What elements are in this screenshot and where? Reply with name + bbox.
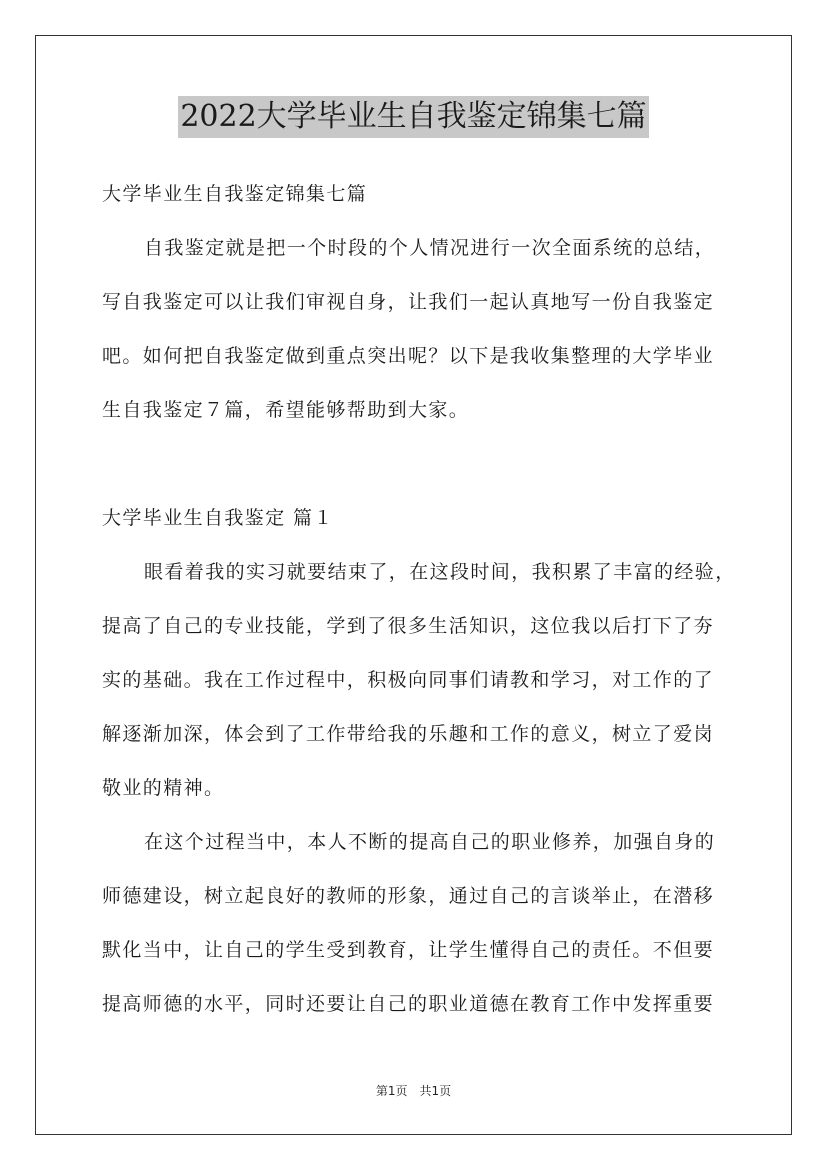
paragraph-line: 师德建设，树立起良好的教师的形象，通过自己的言谈举止，在潜移: [102, 885, 715, 907]
paragraph-line: 默化当中，让自己的学生受到教育，让学生懂得自己的责任。不但要: [102, 939, 715, 961]
page-number-footer: 第1页 共1页: [375, 1084, 452, 1098]
section-heading: 大学毕业生自我鉴定 篇１: [102, 507, 334, 529]
intro-line: 自我鉴定就是把一个时段的个人情况进行一次全面系统的总结，: [144, 237, 716, 259]
document-subtitle: 大学毕业生自我鉴定锦集七篇: [102, 183, 368, 205]
paragraph-line: 提高师德的水平，同时还要让自己的职业道德在教育工作中发挥重要: [102, 993, 715, 1015]
paragraph-line: 眼看着我的实习就要结束了，在这段时间，我积累了丰富的经验，: [144, 561, 736, 583]
title-container: [0, 96, 827, 138]
paragraph-line: 敬业的精神。: [102, 777, 225, 799]
paragraph-line: 在这个过程当中，本人不断的提高自己的职业修养，加强自身的: [144, 831, 716, 853]
intro-line: 生自我鉴定７篇，希望能够帮助到大家。: [102, 399, 470, 421]
paragraph-line: 实的基础。我在工作过程中，积极向同事们请教和学习，对工作的了: [102, 669, 715, 691]
paragraph-line: 提高了自己的专业技能，学到了很多生活知识，这位我以后打下了夯: [102, 615, 715, 637]
intro-line: 吧。如何把自我鉴定做到重点突出呢？以下是我收集整理的大学毕业: [102, 345, 715, 367]
intro-line: 写自我鉴定可以让我们审视自身，让我们一起认真地写一份自我鉴定: [102, 291, 715, 313]
paragraph-line: 解逐渐加深，体会到了工作带给我的乐趣和工作的意义，树立了爱岗: [102, 723, 715, 745]
document-title: 2022大学毕业生自我鉴定锦集七篇: [178, 96, 648, 138]
